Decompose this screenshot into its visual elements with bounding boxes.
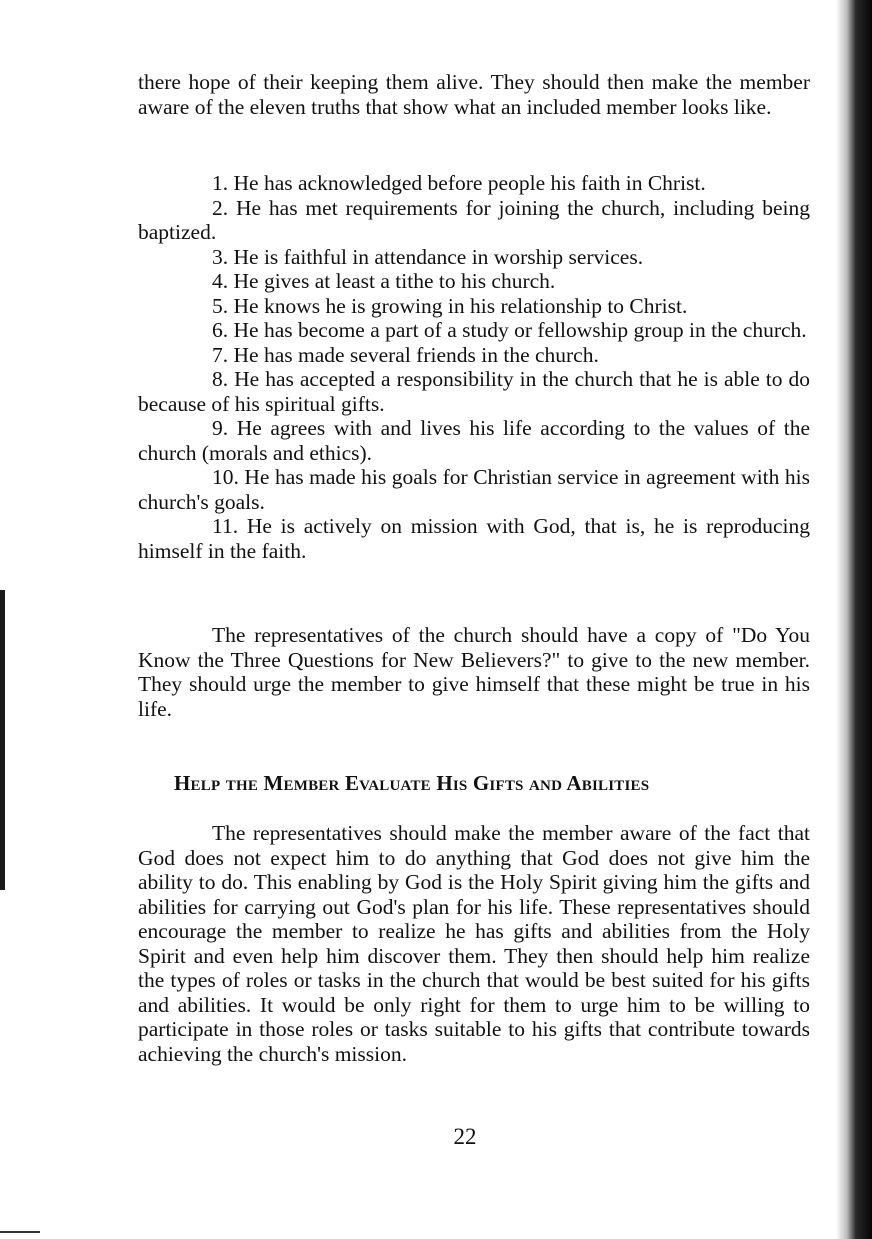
truth-item-6: 6. He has become a part of a study or fellowship group in the church. [212,318,807,342]
section-body-paragraph: The representatives should make the member aware of the fact that God does not expect him to do anything that God does not give him the ability to do. This enabling by God is the Holy Spirit giving him the gifts and abilities for carrying out God's plan for his life. These representatives should encourage the member to realize he has gifts and abilities from the Holy Spirit and even help him discover them. They then should help him realize the types of roles or tasks in the church that would be best suited for his gifts and abilities. It would be only right for them to urge him to be willing to participate in those roles or tasks suitable to his gifts that contribute towards achieving the church's mission. [138,821,810,1066]
section-heading: Help the Member Evaluate His Gifts and Abilities [174,771,650,795]
intro-paragraph: there hope of their keeping them alive. They should then make the member aware of the eleven truths that show what an included member looks like. [138,70,810,119]
truth-item-3: 3. He is faithful in attendance in worship services. [212,244,644,269]
copy-paragraph: The representatives of the church should have a copy of "Do You Know the Three Questions for New Believers?" to give to the new member. They should urge the member to give himself that these might be true in his life. [138,623,810,721]
scan-bottom-margin-mark [0,1231,40,1233]
truth-item-2: 2. He has met requirements for joining the church, including being baptized. [138,195,810,244]
copy-paragraph-block [138,623,810,721]
truth-item-4: 4. He gives at least a tithe to his church. [212,269,556,293]
section-body-block [138,821,810,1066]
intro-block [138,70,810,119]
truth-item-11: 11. He is actively on mission with God, that is, he is reproducing himself in the faith. [138,514,810,563]
truth-item-9: 9. He agrees with and lives his life according to the values of the church (morals and ethics). [138,416,810,465]
truth-item-1: 1. He has acknowledged before people his faith in Christ. [212,171,706,195]
truth-item-8: 8. He has accepted a responsibility in the church that he is able to do because of his spiritual gifts. [138,367,810,416]
truth-item-10: 10. He has made his goals for Christian service in agreement with his church's goals. [138,465,810,514]
truth-item-5: 5. He knows he is growing in his relationship to Christ. [212,293,688,318]
truth-item-7: 7. He has made several friends in the church. [212,342,599,367]
scan-edge-shadow [836,0,872,1239]
page-number: 22 [453,1124,477,1149]
truths-list [138,171,810,563]
scan-left-margin-mark [0,590,5,890]
